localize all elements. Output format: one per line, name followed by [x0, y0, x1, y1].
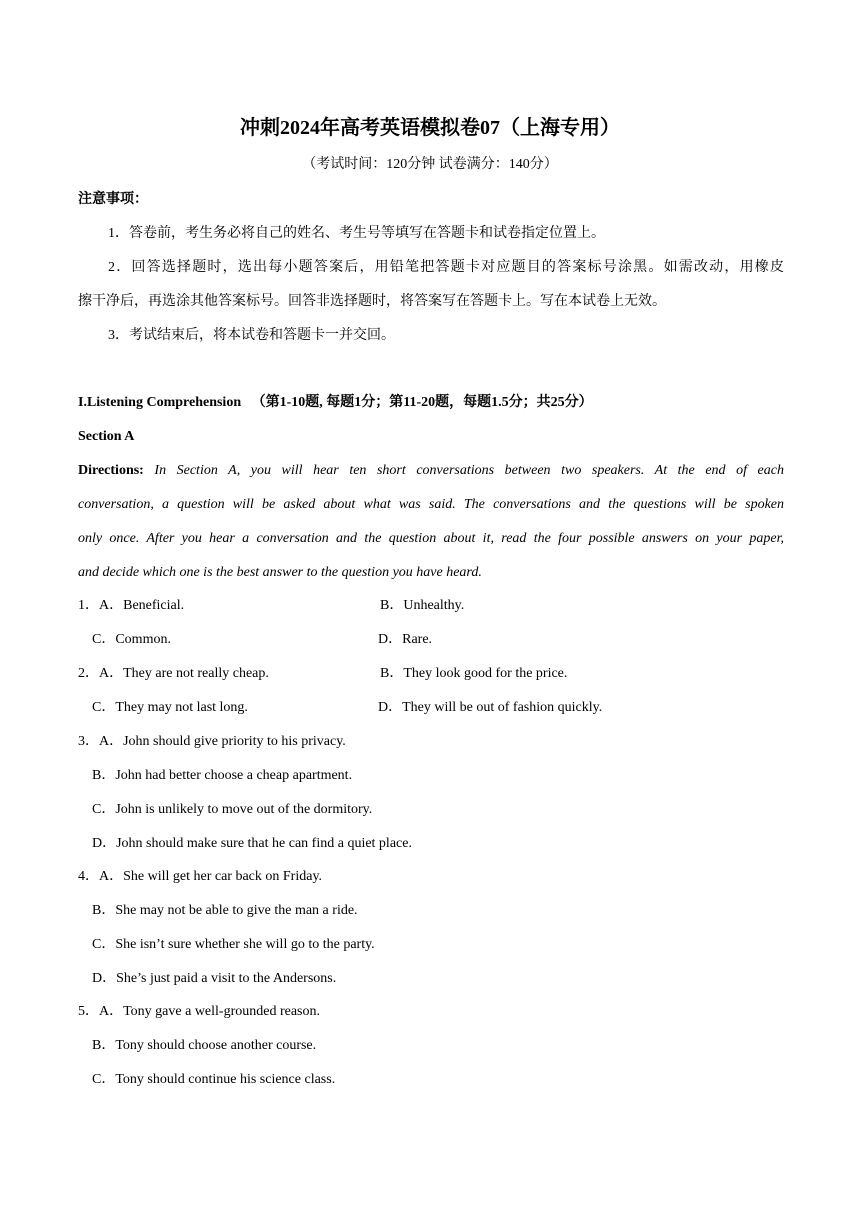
exam-title: 冲刺2024年高考英语模拟卷07（上海专用） — [240, 117, 620, 139]
q5-option-a: 5．A．Tony gave a well-grounded reason. — [78, 1004, 321, 1019]
q1-option-b: B．Unhealthy. — [380, 598, 465, 613]
q4-option-c: C．She isn’t sure whether she will go to the party. — [92, 937, 375, 952]
q3-option-a: 3．A．John should give priority to his privacy. — [78, 734, 346, 749]
part1-heading-note: （第1-10题, 每题1分；第11-20题，每题1.5分；共25分） — [251, 395, 593, 410]
directions-line-2: conversation, a question will be asked about what was said. The conversations and the questions will be spoken — [78, 497, 784, 512]
q1-option-a: 1．A．Beneficial. — [78, 598, 185, 613]
q3-option-c: C．John is unlikely to move out of the dormitory. — [92, 802, 373, 817]
notice-heading: 注意事项： — [78, 192, 148, 207]
q4-option-d: D．She’s just paid a visit to the Andersons. — [92, 971, 337, 986]
notice-item-2-line-2: 擦干净后，再选涂其他答案标号。回答非选择题时，将答案写在答题卡上。写在本试卷上无效。 — [78, 294, 666, 309]
q5-option-b: B．Tony should choose another course. — [92, 1038, 317, 1053]
section-a-heading: Section A — [78, 429, 135, 444]
part1-heading — [78, 393, 593, 413]
directions-text-1: In Section A, you will hear ten short conversations between two speakers. At the end of each — [154, 463, 784, 478]
directions-line-1 — [78, 461, 784, 481]
part1-heading-title: I.Listening Comprehension — [78, 395, 242, 410]
q3-option-d: D．John should make sure that he can find a quiet place. — [92, 836, 412, 851]
q1-option-c: C．Common. — [92, 632, 171, 647]
q4-option-b: B．She may not be able to give the man a ride. — [92, 903, 358, 918]
directions-label: Directions: — [78, 463, 144, 478]
notice-item-2-line-1: 2．回答选择题时，选出每小题答案后，用铅笔把答题卡对应题目的答案标号涂黑。如需改动，用橡皮 — [108, 260, 784, 275]
directions-line-3: only once. After you hear a conversation and the question about it, read the four possible answers on your paper, — [78, 531, 784, 546]
directions-line-4: and decide which one is the best answer to the question you have heard. — [78, 565, 482, 580]
q2-option-c: C．They may not last long. — [92, 700, 248, 715]
q3-option-b: B．John had better choose a cheap apartment. — [92, 768, 353, 783]
notice-item-1: 1．答卷前，考生务必将自己的姓名、考生号等填写在答题卡和试卷指定位置上。 — [108, 226, 605, 241]
exam-subtitle: （考试时间：120分钟 试卷满分：140分） — [302, 157, 558, 172]
q1-option-d: D．Rare. — [378, 632, 433, 647]
q2-option-a: 2．A．They are not really cheap. — [78, 666, 269, 681]
q2-option-b: B．They look good for the price. — [380, 666, 568, 681]
q4-option-a: 4．A．She will get her car back on Friday. — [78, 869, 323, 884]
q2-option-d: D．They will be out of fashion quickly. — [378, 700, 603, 715]
notice-item-3: 3．考试结束后，将本试卷和答题卡一并交回。 — [108, 328, 395, 343]
q5-option-c: C．Tony should continue his science class. — [92, 1072, 336, 1087]
